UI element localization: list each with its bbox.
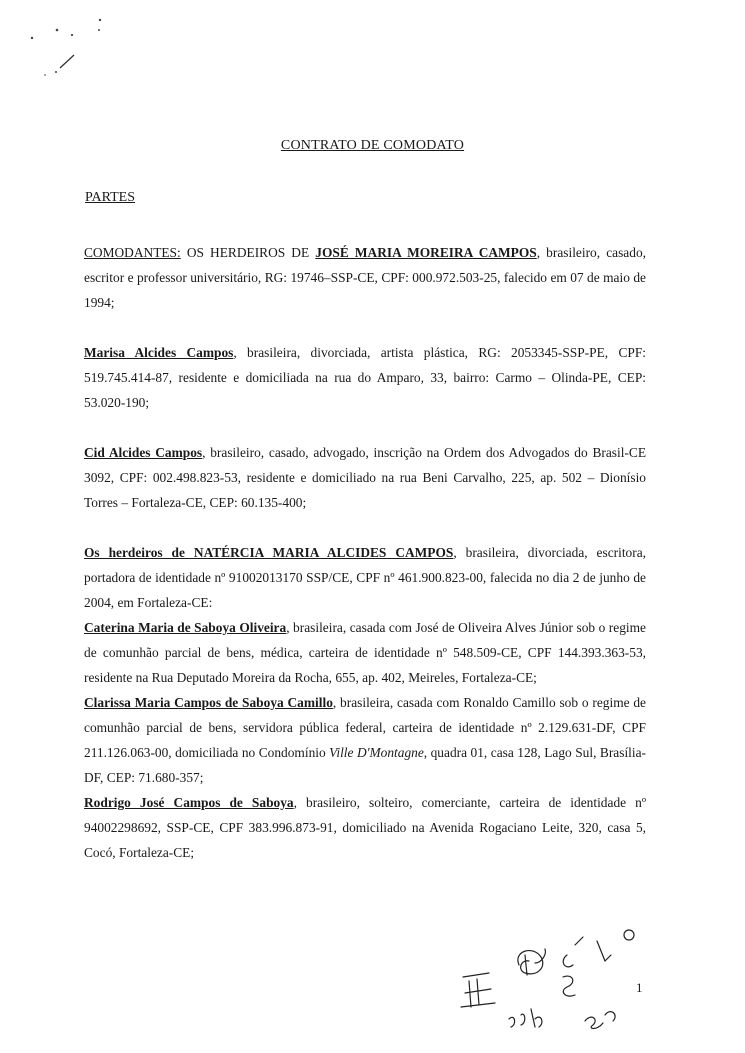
condominium-name: Ville D'Montagne — [329, 745, 424, 760]
party-name-clarissa: Clarissa Maria Campos de Saboya Camillo — [84, 695, 333, 710]
handwritten-initials — [455, 915, 655, 1040]
party-name-rodrigo: Rodrigo José Campos de Saboya — [84, 795, 294, 810]
comodantes-label: COMODANTES: — [84, 245, 181, 260]
party-details-marisa: , brasileira, divorciada, artista plástica, RG: 2053345-SSP-PE, CPF: 519.745.414-87, residente e domiciliada na rua do Amparo, 33, bairro: Carmo – Olinda-PE, CEP: 53.020-190; — [84, 345, 646, 410]
paragraph-clarissa — [84, 690, 646, 790]
party-details-natercia: , brasileira, divorciada, escritora, portadora de identidade nº 91002013170 SSP/CE, CPF nº 461.900.823-00, falecida no dia 2 de junho de 2004, em Fortaleza-CE: — [84, 545, 646, 610]
party-name-natercia: Os herdeiros de NATÉRCIA MARIA ALCIDES CAMPOS — [84, 545, 454, 560]
party-details-caterina: , brasileira, casada com José de Oliveira Alves Júnior sob o regime de comunhão parcial de bens, médica, carteira de identidade nº 548.509-CE, CPF 144.393.363-53, residente na Rua Deputado Moreira da Rocha, 655, ap. 402, Meireles, Fortaleza-CE; — [84, 620, 646, 685]
comodantes-intro: OS HERDEIROS DE — [180, 245, 316, 260]
party-name-caterina: Caterina Maria de Saboya Oliveira — [84, 620, 287, 635]
paragraph-caterina — [84, 615, 646, 690]
section-heading-partes: PARTES — [85, 190, 135, 205]
document-title: CONTRATO DE COMODATO — [280, 138, 465, 153]
scan-marks — [0, 0, 745, 120]
party-name-marisa: Marisa Alcides Campos — [84, 345, 234, 360]
party-details-cid: , brasileiro, casado, advogado, inscrição na Ordem dos Advogados do Brasil-CE 3092, CPF: 002.498.823-53, residente e domiciliado na rua Beni Carvalho, 225, ap. 502 – Dionísio Torres – Fortaleza-CE, CEP: 60.135-400; — [84, 445, 646, 510]
paragraph-marisa — [84, 340, 646, 415]
paragraph-comodantes — [84, 240, 646, 315]
comodante-name: JOSÉ MARIA MOREIRA CAMPOS — [315, 245, 537, 260]
party-details-clarissa-a: , brasileira, casada com Ronaldo Camillo sob o regime de comunhão parcial de bens, servidora pública federal, carteira de identidade nº 2.129.631-DF, CPF 211.126.063-00, domiciliada no Condomínio — [84, 695, 646, 760]
party-name-cid: Cid Alcides Campos — [84, 445, 203, 460]
party-details-clarissa-b: , quadra 01, casa 128, Lago Sul, Brasília-DF, CEP: 71.680-357; — [84, 745, 647, 785]
paragraph-natercia — [84, 540, 646, 615]
paragraph-rodrigo — [84, 790, 646, 865]
comodante-details: , brasileiro, casado, escritor e professor universitário, RG: 19746–SSP-CE, CPF: 000.972.503-25, falecido em 07 de maio de 1994; — [84, 245, 646, 310]
document-body — [84, 240, 646, 865]
party-details-rodrigo: , brasileiro, solteiro, comerciante, carteira de identidade nº 94002298692, SSP-CE, CPF 383.996.873-91, domiciliado na Avenida Rogaciano Leite, 320, casa 5, Cocó, Fortaleza-CE; — [84, 795, 646, 860]
paragraph-cid — [84, 440, 646, 515]
page-number: 1 — [636, 980, 643, 995]
